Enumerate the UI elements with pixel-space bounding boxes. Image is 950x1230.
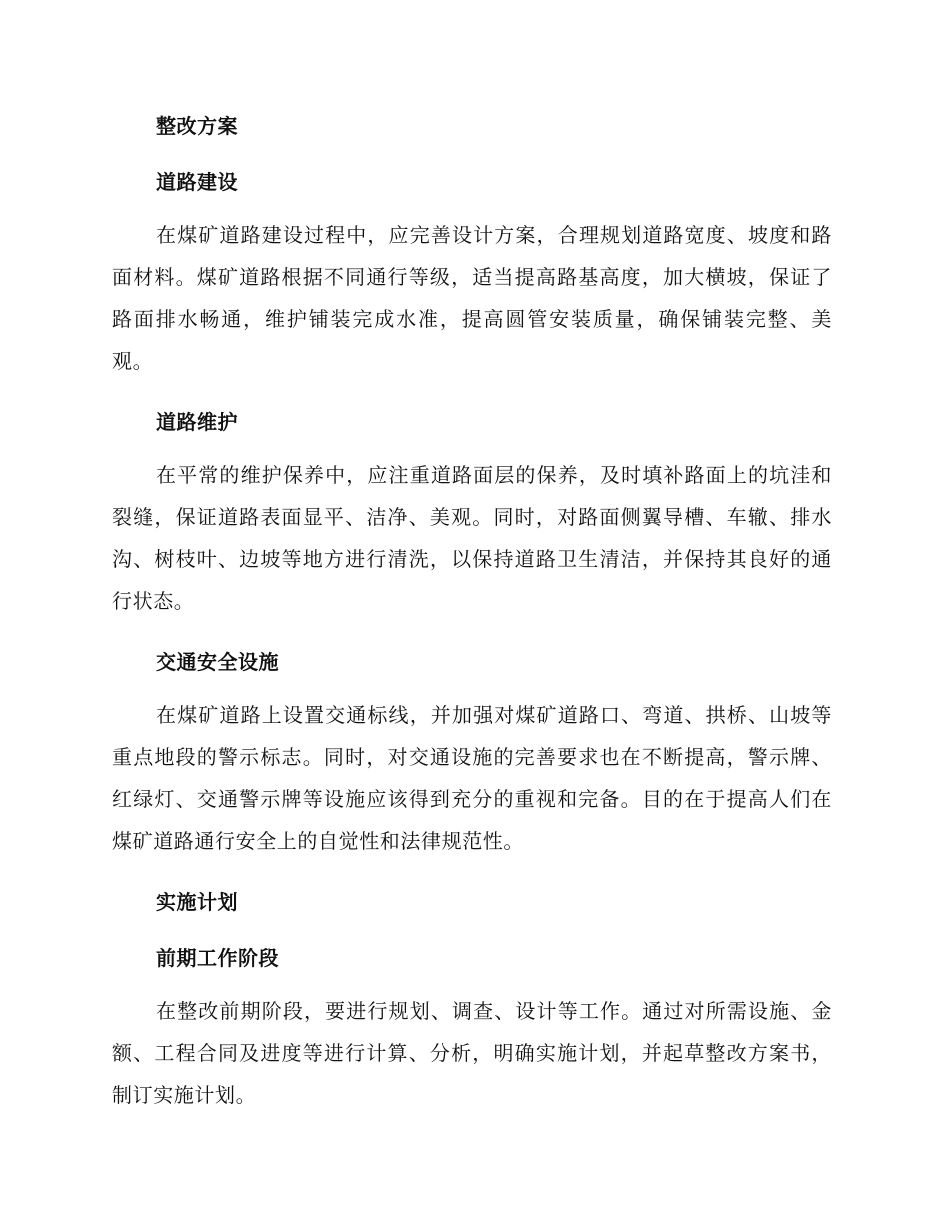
paragraph-traffic-safety: 在煤矿道路上设置交通标线，并加强对煤矿道路口、弯道、拱桥、山坡等重点地段的警示标志。同时，对交通设施的完善要求也在不断提高，警示牌、红绿灯、交通警示牌等设施应该得到充分的重视和完备。目的在于提高人们在煤矿道路通行安全上的自觉性和法律规范性。 — [112, 703, 832, 853]
paragraph-preliminary-stage: 在整改前期阶段，要进行规划、调查、设计等工作。通过对所需设施、金额、工程合同及进度等进行计算、分析，明确实施计划，并起草整改方案书，制订实施计划。 — [112, 999, 832, 1107]
document-page — [112, 108, 832, 1138]
paragraph-road-construction: 在煤矿道路建设过程中，应完善设计方案，合理规划道路宽度、坡度和路面材料。煤矿道路根据不同通行等级，适当提高路基高度，加大横坡，保证了路面排水畅通，维护铺装完成水准，提高圆管安装质量，确保铺装完整、美观。 — [112, 223, 832, 373]
heading-traffic-safety: 交通安全设施 — [156, 650, 279, 674]
paragraph-road-maintenance: 在平常的维护保养中，应注重道路面层的保养，及时填补路面上的坑洼和裂缝，保证道路表面显平、洁净、美观。同时，对路面侧翼导槽、车辙、排水沟、树枝叶、边坡等地方进行清洗，以保持道路卫生清洁，并保持其良好的通行状态。 — [112, 463, 832, 613]
heading-road-maintenance: 道路维护 — [156, 410, 238, 434]
heading-rectification-plan: 整改方案 — [156, 114, 238, 138]
heading-preliminary-stage: 前期工作阶段 — [156, 946, 279, 970]
heading-road-construction: 道路建设 — [156, 170, 238, 194]
heading-implementation-plan: 实施计划 — [156, 890, 238, 914]
